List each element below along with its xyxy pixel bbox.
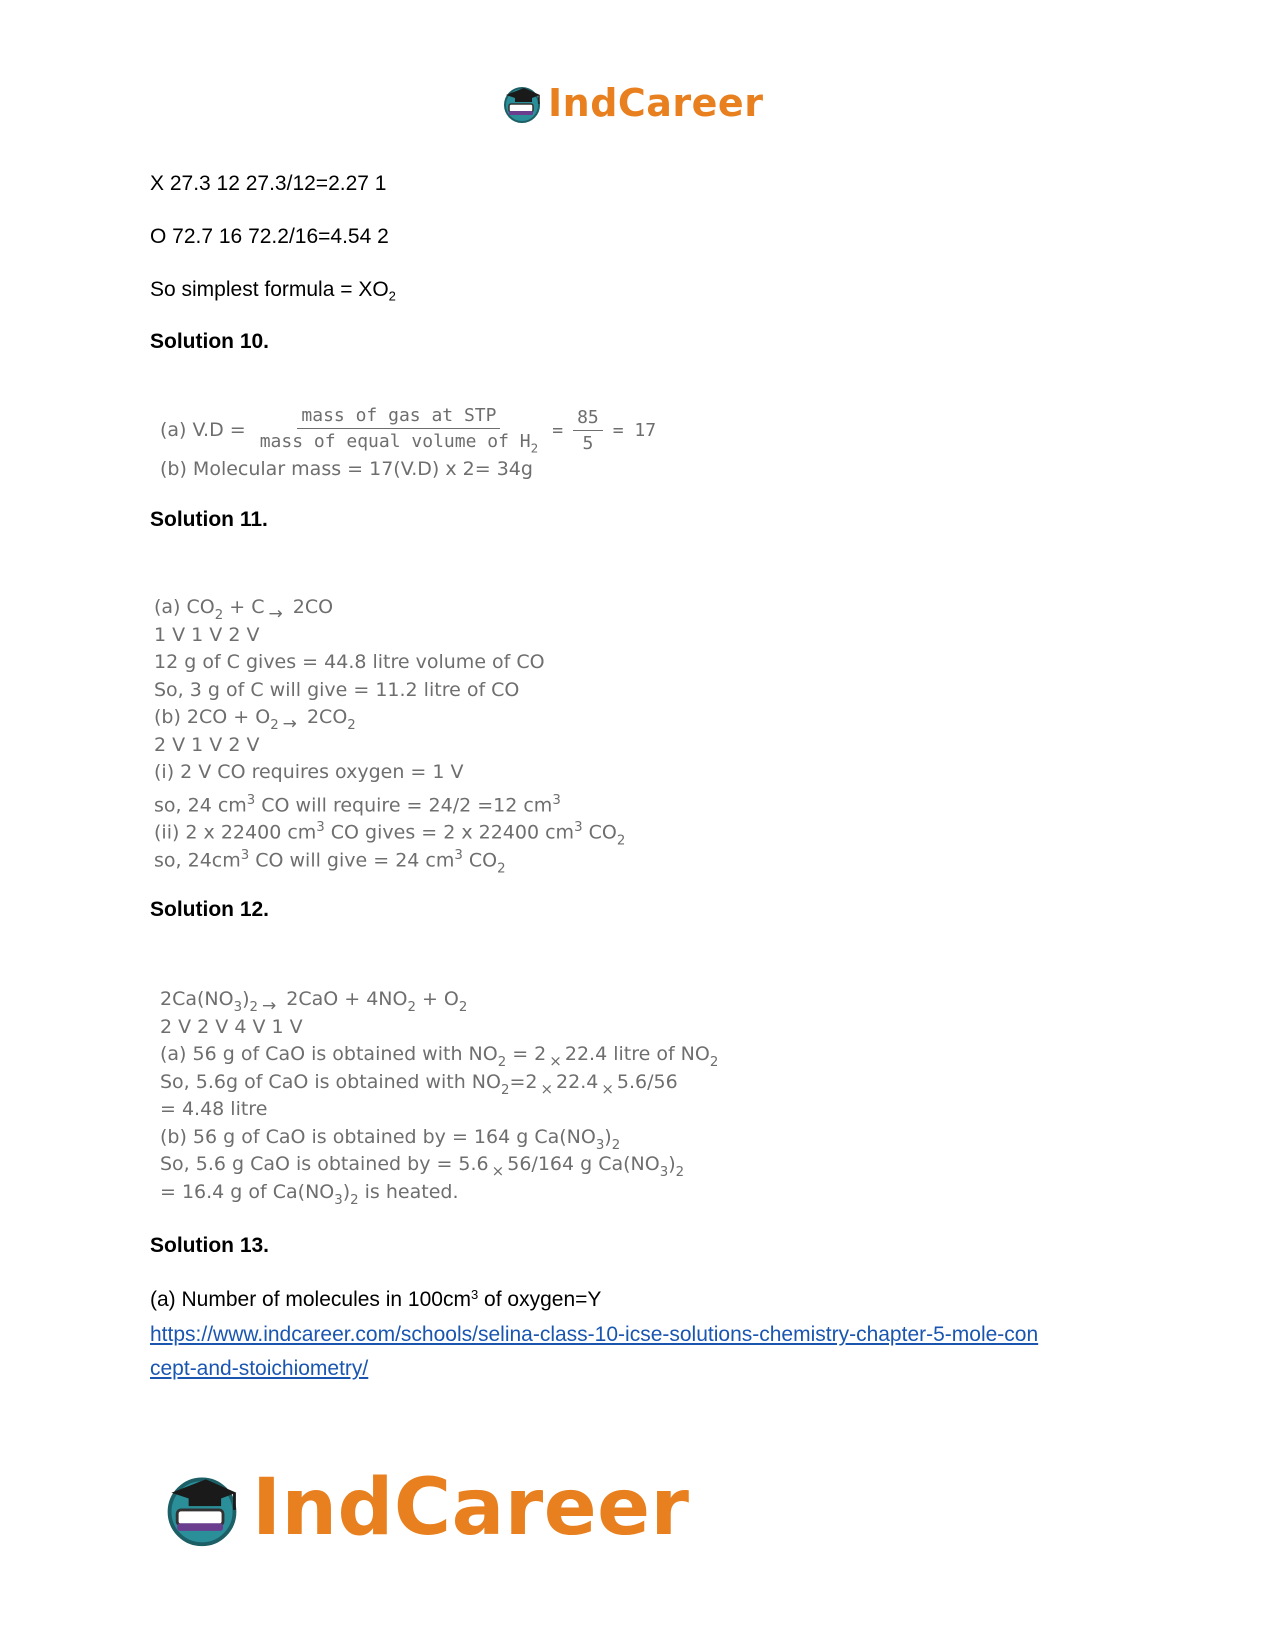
graduation-cap-book-globe-icon [500, 81, 544, 125]
logo-text: IndCareer [252, 1463, 690, 1553]
value-fraction: $\frac{85}{5}$ [573, 407, 603, 454]
source-link-line-1[interactable]: https://www.indcareer.com/schools/selina-class-10-icse-solutions-chemistry-chapter-5-mole-con [150, 1323, 1039, 1346]
equation-b: (b) $2CO + O_2 \to 2CO_2$ [154, 706, 356, 734]
solution-10-heading: Solution 10. [150, 330, 270, 353]
solution-13-heading: Solution 13. [150, 1234, 270, 1257]
simplest-formula-line: So simplest formula = $XO_2$ [150, 278, 396, 304]
vapour-density-equation: (a) V.D = $\frac{\text{mass of gas at STP}}{mass of equal volume of H_2}$ = $\frac{85}{5}$ = 17 [160, 404, 657, 456]
header-logo [500, 78, 763, 128]
source-link-line-2[interactable]: cept-and-stoichiometry/ [150, 1357, 369, 1380]
logo-text: IndCareer [548, 81, 764, 125]
solution-11-heading: Solution 11. [150, 508, 268, 531]
decomposition-equation: $2Ca(NO_3)_2 \to 2CaO + 4NO_2 + O_2$ [160, 988, 468, 1016]
solution-11-image: (a) $CO_2 + C \to 2CO$ 1 V 1 V 2 V 12 g of C gives = 44.8 litre volume of CO So, 3 g of C will give = 11.2 litre of CO (b) $2CO + O_2 \to 2CO_2$ 2 V 1 V 2 V (i) 2 V CO requires oxygen = 1 V so, 24 $cm^3$ CO will require = 24/2 =12 $cm^3$ (ii) 2 x 22400 $cm^3$ CO gives = 2 x 22400 $cm^3$ $CO_2$ so, $24cm^3$ CO will give = 24 $cm^3$ $CO_2$ [154, 596, 626, 876]
calc-line-x: X 27.3 12 27.3/12=2.27 1 [150, 172, 387, 195]
equation-a: (a) $CO_2 + C \to 2CO$ [154, 596, 334, 624]
graduation-cap-book-globe-icon [160, 1466, 244, 1550]
molecular-mass-line: (b) Molecular mass = 17(V.D) x 2= 34g [160, 458, 533, 480]
footer-logo [160, 1462, 690, 1554]
calc-line-o: O 72.7 16 72.2/16=4.54 2 [150, 225, 389, 248]
solution-10-image [160, 400, 657, 480]
vd-fraction: $\frac{\text{mass of gas at STP}}{mass of equal volume of H_2}$ [259, 404, 539, 456]
solution-13-part-a: (a) Number of molecules in $100cm^3$ of oxygen=Y [150, 1287, 602, 1312]
solution-12-image: $2Ca(NO_3)_2 \to 2CaO + 4NO_2 + O_2$ 2 V 2 V 4 V 1 V (a) 56 g of CaO is obtained with $NO_2 = 2 \times 22.4$ litre of $NO_2$ So, 5.6g of CaO is obtained with $NO_2=2 \times 22.4 \times 5.6/56$ = 4.48 litre (b) 56 g of CaO is obtained by = 164 g $Ca(NO_3)_2$ So, 5.6 g CaO is obtained by = 5.6 × 56/164 g $Ca(NO_3)_2$ = 16.4 g of $Ca(NO_3)_2$ is heated. [160, 988, 719, 1208]
solution-12-heading: Solution 12. [150, 898, 270, 921]
